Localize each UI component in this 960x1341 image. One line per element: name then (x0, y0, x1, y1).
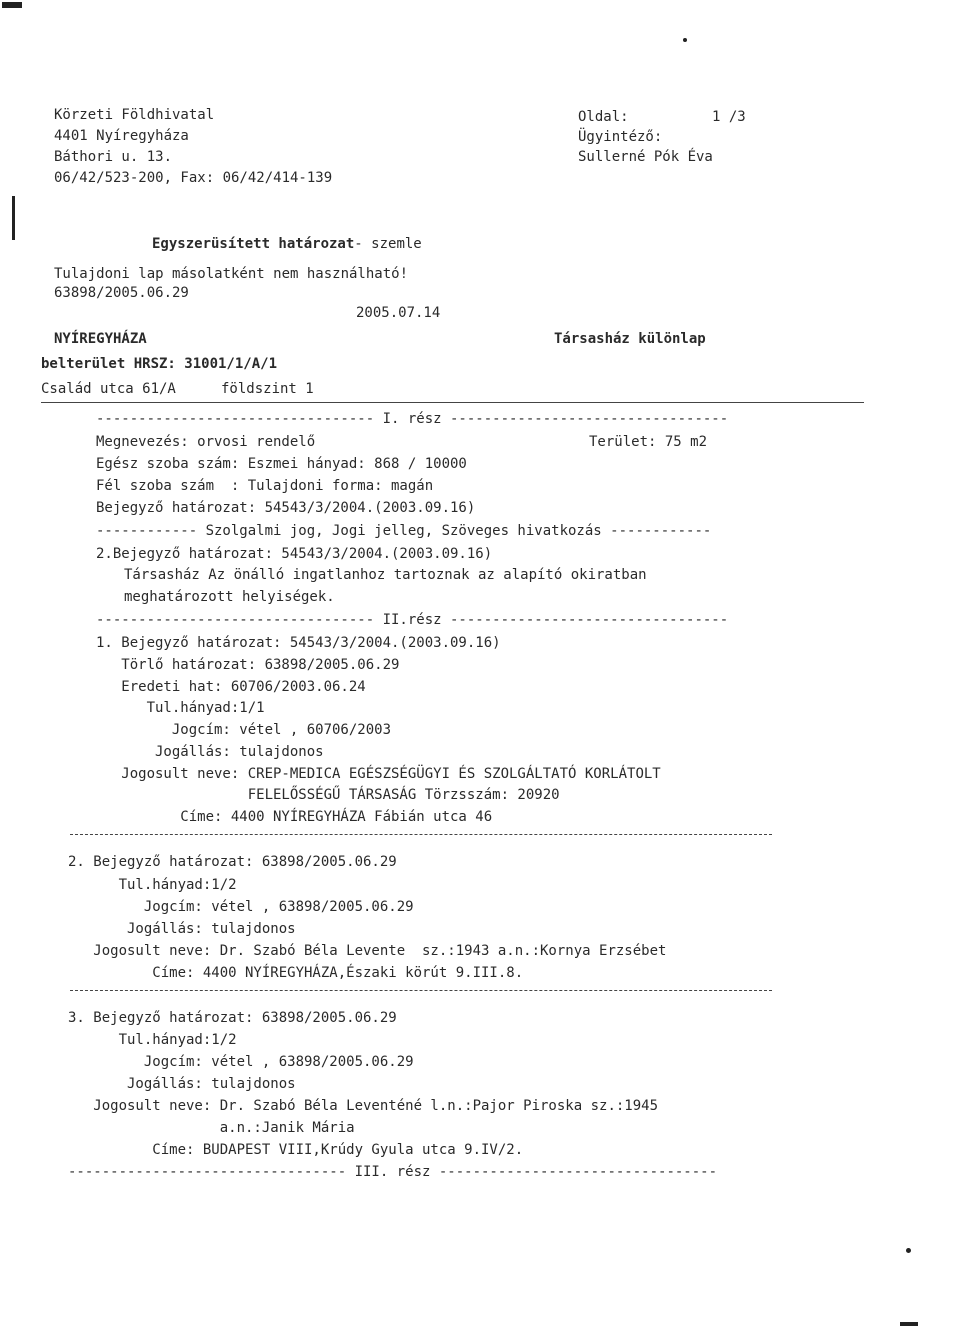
owner2-name: Jogosult neve: Dr. Szabó Béla Levente sz.:1943 a.n.:Kornya Erzsébet (68, 943, 667, 959)
owner2-status: Jogállás: tulajdonos (68, 921, 296, 937)
owner2-share: Tul.hányad:1/2 (68, 877, 237, 893)
owner1-name: Jogosult neve: CREP-MEDICA EGÉSZSÉGÜGYI ÉS SZOLGÁLTATÓ KORLÁTOLT (96, 766, 661, 782)
office-street: Báthori u. 13. (54, 149, 173, 165)
part1-header: --------------------------------- I. rész --------------------------------- (96, 411, 729, 427)
registration-entry-2: 2.Bejegyző határozat: 54543/3/2004.(2003.09.16) (96, 546, 493, 562)
owner1-original: Eredeti hat: 60706/2003.06.24 (96, 679, 366, 695)
scan-speck (683, 38, 687, 42)
part2-header: --------------------------------- II.rész --------------------------------- (96, 612, 729, 628)
page-label: Oldal: (578, 109, 629, 125)
scan-mark-top-left (2, 2, 22, 8)
property-area: Terület: 75 m2 (589, 434, 708, 450)
clerk-label: Ügyintéző: (578, 129, 663, 145)
office-city: 4401 Nyíregyháza (54, 128, 189, 144)
property-name: Megnevezés: orvosi rendelő (96, 434, 316, 450)
condo-note-line1: Társasház Az önálló ingatlanhoz tartoznak az alapító okiratban (124, 567, 647, 583)
owner1-address: Címe: 4400 NYÍREGYHÁZA Fábián utca 46 (96, 809, 493, 825)
header-rule (41, 402, 864, 403)
reference-number: 63898/2005.06.29 (54, 285, 189, 301)
sheet-type: Társasház különlap (554, 331, 706, 347)
clerk-name: Sullerné Pók Éva (578, 149, 713, 165)
separator-2 (70, 990, 772, 991)
servitude-header: ------------ Szolgalmi jog, Jogi jelleg, Szöveges hivatkozás ------------ (96, 523, 712, 539)
owner1-share: Tul.hányad:1/1 (96, 700, 265, 716)
doc-title-bold: Egyszerüsített határozat (152, 236, 355, 252)
scan-mark-left (12, 196, 15, 240)
scan-speck-2 (906, 1248, 911, 1253)
property-floor: földszint 1 (221, 381, 314, 397)
doc-date: 2005.07.14 (356, 305, 441, 321)
condo-note-line2: meghatározott helyiségek. (124, 589, 335, 605)
owner3-status: Jogállás: tulajdonos (68, 1076, 296, 1092)
owner3-share: Tul.hányad:1/2 (68, 1032, 237, 1048)
office-name: Körzeti Földhivatal (54, 107, 215, 123)
office-phone: 06/42/523-200, Fax: 06/42/414-139 (54, 170, 333, 186)
property-address: Család utca 61/A (41, 381, 176, 397)
owner1-name-cont: FELELŐSSÉGŰ TÁRSASÁG Törzsszám: 20920 (96, 787, 560, 803)
owner2-entry: 2. Bejegyző határozat: 63898/2005.06.29 (68, 854, 397, 870)
separator-1 (70, 834, 772, 835)
rooms-share: Egész szoba szám: Eszmei hányad: 868 / 10000 (96, 456, 467, 472)
registration-entry: Bejegyző határozat: 54543/3/2004.(2003.09.16) (96, 500, 476, 516)
owner3-name: Jogosult neve: Dr. Szabó Béla Leventéné l.n.:Pajor Piroska sz.:1945 (68, 1098, 659, 1114)
owner2-title: Jogcím: vétel , 63898/2005.06.29 (68, 899, 414, 915)
city-heading: NYÍREGYHÁZA (54, 331, 147, 347)
page-number: 1 /3 (712, 109, 746, 125)
owner1-entry: 1. Bejegyző határozat: 54543/3/2004.(2003.09.16) (96, 635, 501, 651)
notice: Tulajdoni lap másolatként nem használható! (54, 266, 409, 282)
owner1-deletion: Törlő határozat: 63898/2005.06.29 (96, 657, 400, 673)
plot-number: belterület HRSZ: 31001/1/A/1 (41, 356, 278, 372)
owner3-title: Jogcím: vétel , 63898/2005.06.29 (68, 1054, 414, 1070)
owner3-entry: 3. Bejegyző határozat: 63898/2005.06.29 (68, 1010, 397, 1026)
owner3-name-cont: a.n.:Janik Mária (68, 1120, 355, 1136)
doc-title (152, 235, 422, 253)
half-rooms-ownership: Fél szoba szám : Tulajdoni forma: magán (96, 478, 434, 494)
owner2-address: Címe: 4400 NYÍREGYHÁZA,Északi körút 9.III.8. (68, 965, 524, 981)
doc-title-rest: - szemle (354, 236, 422, 252)
owner1-status: Jogállás: tulajdonos (96, 744, 324, 760)
owner1-title: Jogcím: vétel , 60706/2003 (96, 722, 392, 738)
owner3-address: Címe: BUDAPEST VIII,Krúdy Gyula utca 9.IV/2. (68, 1142, 524, 1158)
part3-header: --------------------------------- III. rész --------------------------------- (68, 1164, 718, 1180)
scan-mark-bottom (900, 1322, 918, 1326)
